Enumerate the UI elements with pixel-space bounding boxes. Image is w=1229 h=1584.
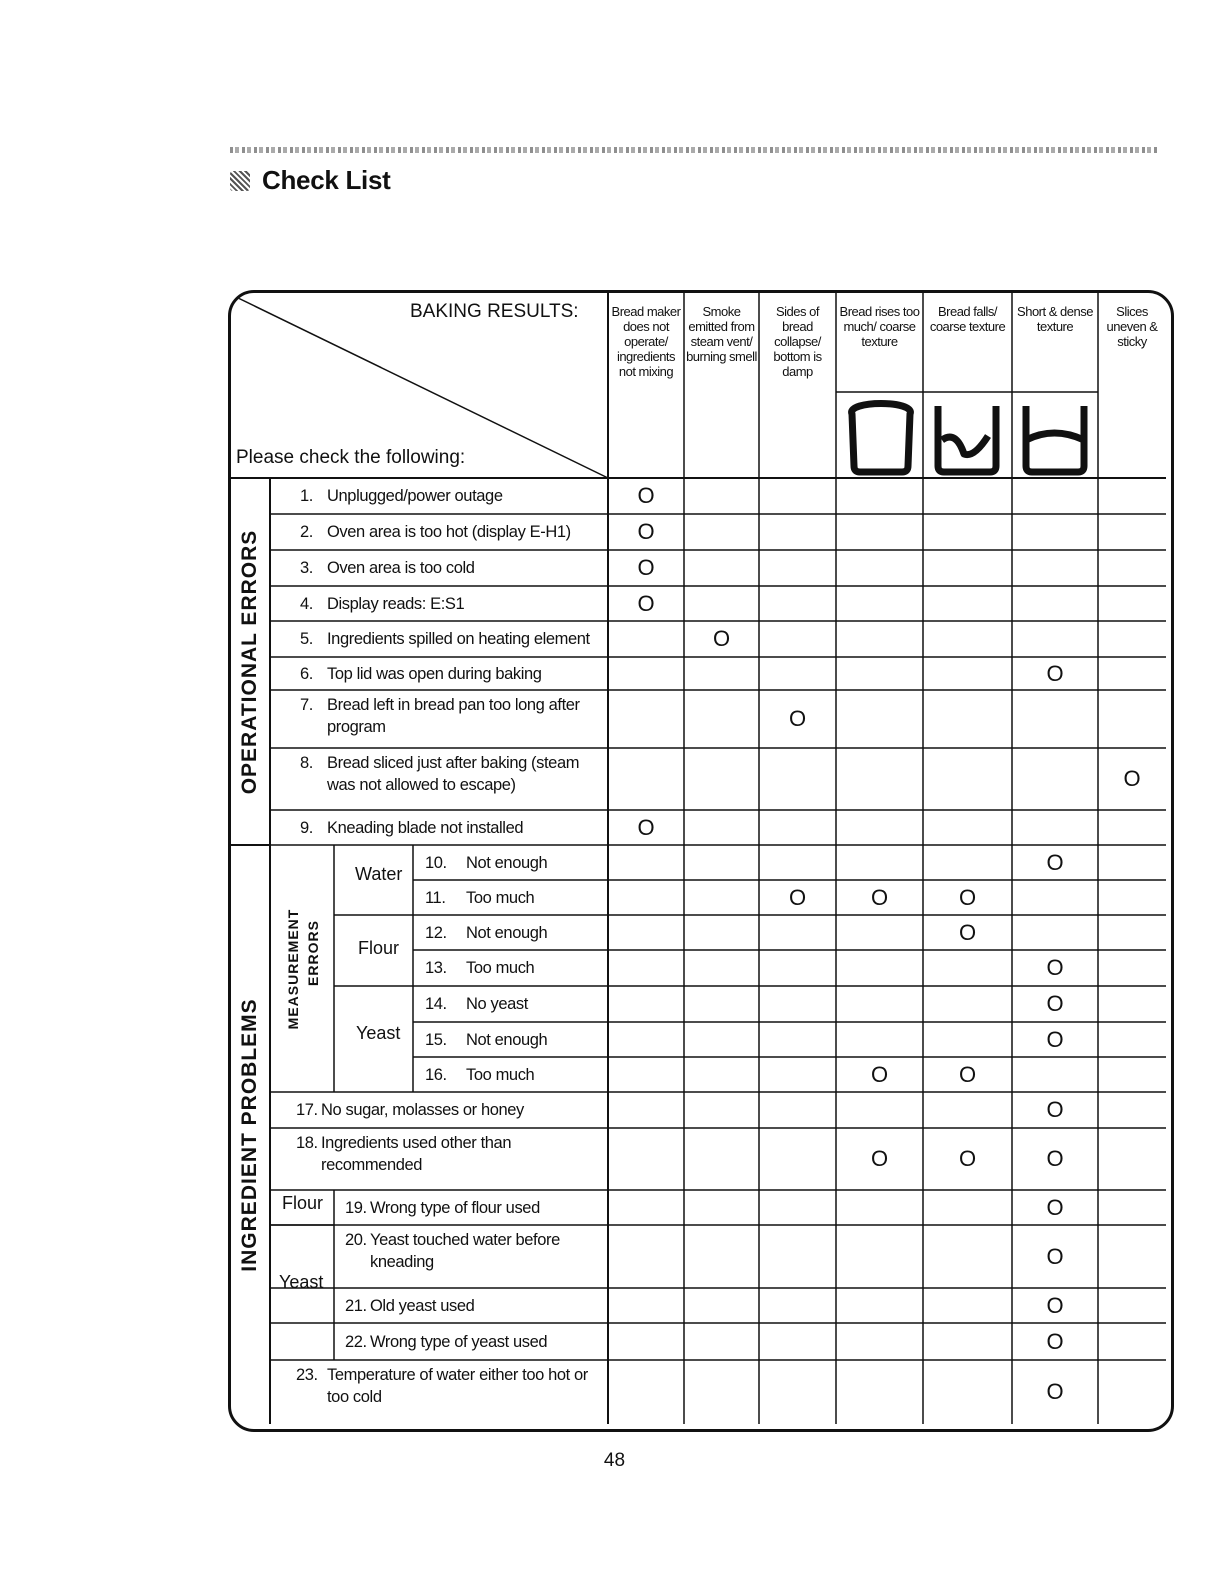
row-text: Too much	[466, 888, 535, 907]
baking-results-label: BAKING RESULTS:	[410, 301, 579, 322]
title-block	[230, 165, 391, 196]
row-number: 11.	[425, 888, 446, 907]
row-number: 20.	[345, 1231, 367, 1249]
row-text-line2: was not allowed to escape)	[327, 776, 516, 794]
row-text-line2: program	[327, 718, 386, 736]
check-mark: O	[1046, 1026, 1064, 1052]
row-text: Bread left in bread pan too long after	[327, 696, 580, 714]
operational-errors-label: OPERATIONAL ERRORS	[238, 529, 261, 794]
column-header: Smoke emitted from steam vent/ burning smell	[686, 304, 757, 364]
row-number: 3.	[300, 559, 313, 577]
row-number: 14.	[425, 995, 447, 1013]
measurement-errors-label: MEASUREMENT	[285, 908, 301, 1029]
ingredient-problems-label: INGREDIENT PROBLEMS	[238, 997, 261, 1272]
yeast-label-2: Yeast	[279, 1272, 324, 1292]
row-number: 21.	[345, 1296, 367, 1315]
check-mark: O	[1046, 955, 1064, 980]
check-mark: O	[1046, 991, 1064, 1016]
row-number: 5.	[300, 630, 313, 648]
check-mark: O	[870, 1146, 889, 1171]
row-text: Ingredients used other than	[321, 1134, 512, 1152]
check-mark: O	[1046, 660, 1064, 686]
check-mark: O	[1046, 849, 1064, 875]
row-text: Display reads: E:S1	[327, 594, 465, 613]
row-number: 23.	[296, 1366, 318, 1384]
flour-label: Flour	[358, 938, 400, 958]
row-text: Not enough	[466, 923, 548, 942]
page-title: Check List	[262, 165, 391, 195]
check-mark: O	[958, 1061, 977, 1087]
bread-falls-icon	[928, 396, 1006, 476]
check-mark: O	[1046, 1194, 1064, 1220]
check-mark: O	[637, 483, 655, 508]
row-text: Top lid was open during baking	[327, 664, 542, 683]
check-mark: O	[637, 814, 655, 840]
row-number: 17.	[296, 1101, 318, 1119]
row-text: Too much	[466, 959, 535, 977]
row-number: 15.	[425, 1030, 447, 1049]
measurement-errors-label-2: ERRORS	[305, 919, 321, 986]
row-number: 1.	[300, 487, 313, 505]
short-dense-bread-icon	[1016, 396, 1094, 476]
check-mark: O	[637, 590, 655, 616]
page-number: 48	[603, 1450, 626, 1471]
column-header: Bread falls/ coarse texture	[929, 304, 1006, 334]
row-text: Old yeast used	[370, 1296, 475, 1315]
check-mark: O	[788, 884, 807, 910]
check-mark: O	[1046, 1146, 1064, 1171]
column-header: Slices uneven & sticky	[1106, 304, 1158, 349]
check-mark: O	[1046, 1243, 1064, 1269]
row-text: Wrong type of yeast used	[370, 1332, 548, 1351]
row-number: 4.	[300, 594, 313, 613]
row-number: 22.	[345, 1332, 367, 1351]
check-mark: O	[958, 919, 977, 945]
section-marker-icon	[230, 171, 250, 191]
check-mark: O	[870, 1061, 889, 1087]
row-text: Kneading blade not installed	[327, 818, 524, 837]
row-text: Ingredients spilled on heating element	[327, 630, 590, 648]
check-mark: O	[788, 706, 807, 731]
check-mark: O	[637, 519, 655, 544]
column-header: Bread rises too much/ coarse texture	[839, 304, 920, 349]
check-mark: O	[870, 884, 889, 910]
row-text-line2: kneading	[370, 1253, 434, 1271]
row-text: Unplugged/power outage	[327, 487, 503, 505]
row-number: 12.	[425, 923, 447, 942]
water-label: Water	[355, 864, 403, 884]
check-mark: O	[958, 1146, 977, 1171]
row-text: Yeast touched water before	[370, 1231, 560, 1249]
check-mark: O	[1046, 1379, 1064, 1404]
row-text: Bread sliced just after baking (steam	[327, 754, 580, 772]
row-text-line2: recommended	[321, 1156, 423, 1174]
row-number: 16.	[425, 1065, 447, 1084]
top-divider	[230, 147, 1158, 153]
check-mark: O	[1046, 1328, 1064, 1354]
check-label: Please check the following:	[236, 447, 466, 468]
check-mark: O	[712, 626, 731, 651]
row-text: No sugar, molasses or honey	[321, 1101, 524, 1119]
row-number: 2.	[300, 523, 313, 541]
row-number: 18.	[296, 1134, 318, 1152]
row-text-line2: too cold	[327, 1388, 382, 1406]
row-number: 19.	[345, 1198, 367, 1217]
row-text: Too much	[466, 1065, 535, 1084]
check-mark: O	[1046, 1097, 1064, 1122]
row-number: 7.	[300, 696, 313, 714]
check-mark: O	[958, 884, 977, 910]
row-text: Temperature of water either too hot or	[327, 1366, 588, 1384]
row-text: Wrong type of flour used	[370, 1198, 540, 1217]
check-mark: O	[1123, 766, 1141, 791]
check-mark: O	[1046, 1292, 1064, 1318]
row-text: Oven area is too cold	[327, 559, 475, 577]
row-text: No yeast	[466, 995, 528, 1013]
yeast-label: Yeast	[356, 1023, 401, 1043]
row-text: Not enough	[466, 853, 548, 872]
row-text: Not enough	[466, 1030, 548, 1049]
check-mark: O	[637, 555, 655, 580]
row-number: 13.	[425, 959, 447, 977]
row-number: 8.	[300, 754, 313, 772]
column-header: Bread maker does not operate/ ingredients not mixing	[611, 304, 681, 379]
row-number: 9.	[300, 818, 313, 837]
flour-label-2: Flour	[282, 1193, 324, 1213]
row-text: Oven area is too hot (display E-H1)	[327, 523, 571, 541]
column-header: Sides of bread collapse/ bottom is damp	[773, 304, 822, 379]
row-number: 10.	[425, 853, 447, 872]
bread-rises-too-much-icon	[842, 396, 920, 476]
row-number: 6.	[300, 664, 313, 683]
column-header: Short & dense texture	[1017, 304, 1093, 334]
